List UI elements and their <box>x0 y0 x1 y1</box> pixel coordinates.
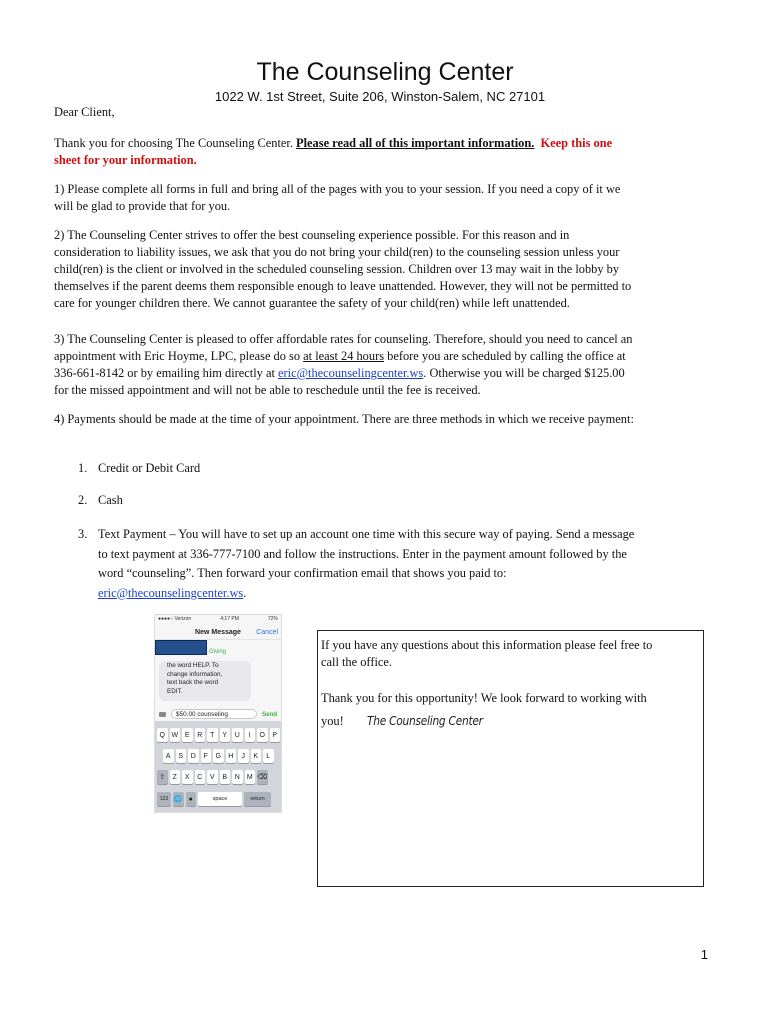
para3-line: for the missed appointment and will not be able to reschedule until the fee is received. <box>54 383 481 397</box>
notice-thanks: Thank you for this opportunity! We look forward to working with <box>321 691 647 705</box>
email-link[interactable]: eric@thecounselingcenter.ws <box>278 366 424 380</box>
para3-line: 3) The Counseling Center is pleased to offer affordable rates for counseling. Therefore, should you need to cancel an <box>54 332 633 346</box>
phone-nav-bar <box>155 625 281 640</box>
key: X <box>182 770 193 784</box>
backspace-icon: ⌫ <box>257 770 268 784</box>
list-number: 1. <box>78 461 88 475</box>
clock-label: 4:17 PM <box>220 616 239 622</box>
paragraph-children-policy <box>54 227 704 312</box>
message-line: the word HELP. To <box>167 662 219 669</box>
phone-screenshot <box>154 614 282 813</box>
signature: The Counseling Center <box>367 713 483 728</box>
space-key: space <box>198 792 242 806</box>
payment-method-text <box>98 525 718 603</box>
para3-text: before you are scheduled by calling the office at <box>384 349 626 363</box>
para1-line: will be glad to provide that for you. <box>54 199 231 213</box>
phone-status-bar <box>155 615 281 625</box>
para3-line <box>54 348 704 365</box>
message-line: text back the word <box>167 679 219 686</box>
send-button: Send <box>262 710 278 718</box>
message-bubble <box>159 661 251 701</box>
redacted-recipient <box>155 640 207 655</box>
key: U <box>232 728 243 742</box>
greeting: Dear Client, <box>54 105 115 119</box>
text-payment-line: to text payment at 336-777-7100 and follow the instructions. Enter in the payment amount followed by the <box>98 546 627 561</box>
text-payment-line: Text Payment – You will have to set up an account one time with this secure way of paying. Send a message <box>98 527 635 541</box>
email-link[interactable]: eric@thecounselingcenter.ws <box>98 585 244 600</box>
intro-paragraph <box>54 135 704 169</box>
key: D <box>188 749 199 763</box>
key: O <box>257 728 268 742</box>
key: K <box>251 749 262 763</box>
battery-label: 72% <box>267 616 278 622</box>
key: Q <box>157 728 168 742</box>
notice-text <box>321 637 699 671</box>
intro-text: Thank you for choosing The Counseling Center. <box>54 136 297 150</box>
intro-keep-line2: sheet for your information. <box>54 153 197 167</box>
key: I <box>245 728 256 742</box>
para2-line: consideration to liability issues, we ask that you do not bring your child(ren) to the counseling session unless your <box>54 245 620 259</box>
notice-closing <box>321 713 699 730</box>
keyboard-row-4 <box>157 792 271 806</box>
return-key: return <box>244 792 271 806</box>
keyboard-row-2 <box>163 749 274 763</box>
text-payment-line: word “counseling”. Then forward your confirmation email that shows you paid to: <box>98 566 507 580</box>
keyboard-row-1 <box>157 728 280 742</box>
key: Y <box>220 728 231 742</box>
paragraph-cancellation <box>54 331 704 399</box>
globe-icon: 🌐 <box>173 792 184 806</box>
intro-emphasis: Please read all of this important information. <box>296 136 535 150</box>
para1-line: 1) Please complete all forms in full and bring all of the pages with you to your session. If you need a copy of it we <box>54 182 621 196</box>
key: R <box>195 728 206 742</box>
para3-text: . Otherwise you will be charged $125.00 <box>423 366 625 380</box>
keyboard-row-3 <box>157 770 268 784</box>
text-payment-email-line <box>98 584 718 604</box>
paragraph-forms <box>54 181 704 215</box>
notice-you: you! <box>321 714 344 728</box>
paragraph-payments: 4) Payments should be made at the time of your appointment. There are three methods in which we receive payment: <box>54 412 634 426</box>
key: P <box>270 728 281 742</box>
giving-label: Giving <box>209 649 227 655</box>
intro-keep-line1: Keep this one <box>540 136 613 150</box>
notice-line: If you have any questions about this information please feel free to <box>321 638 653 652</box>
message-input: $50.00 counseling <box>171 709 257 719</box>
period: . <box>243 585 247 600</box>
notice-line: call the office. <box>321 655 392 669</box>
key: T <box>207 728 218 742</box>
para2-line: themselves if the parent deems them responsible enough to leave unattended. However, they will not be permitted to <box>54 279 632 293</box>
key: F <box>201 749 212 763</box>
list-number: 3. <box>78 527 88 541</box>
key: N <box>232 770 243 784</box>
para2-line: 2) The Counseling Center strives to offer the best counseling experience possible. For this reason and in <box>54 228 570 242</box>
list-number: 2. <box>78 493 88 507</box>
key: S <box>176 749 187 763</box>
notice-window: at least 24 hours <box>303 349 385 363</box>
key: W <box>170 728 181 742</box>
key: A <box>163 749 174 763</box>
numbers-key: 123 <box>157 792 171 806</box>
key: G <box>213 749 224 763</box>
cancel-button: Cancel <box>256 628 278 636</box>
key: B <box>220 770 231 784</box>
para2-line: care for younger children there. We cannot guarantee the safety of your child(ren) while left unattended. <box>54 296 570 310</box>
address: 1022 W. 1st Street, Suite 206, Winston-Salem, NC 27101 <box>214 89 546 104</box>
message-line: change information, <box>167 670 223 678</box>
page-title: The Counseling Center <box>256 58 514 86</box>
keyboard <box>155 721 281 813</box>
payment-method-cash: Cash <box>98 493 123 507</box>
message-compose-bar <box>155 708 281 720</box>
key: V <box>207 770 218 784</box>
key: E <box>182 728 193 742</box>
microphone-icon: ● <box>186 792 197 806</box>
key: L <box>263 749 274 763</box>
message-line: EDIT. <box>167 687 183 695</box>
key: J <box>238 749 249 763</box>
key: H <box>226 749 237 763</box>
para3-text: appointment with Eric Hoyme, LPC, please do so <box>54 349 304 363</box>
payment-method-card: Credit or Debit Card <box>98 461 201 475</box>
nav-title: New Message <box>195 628 241 636</box>
key: M <box>245 770 256 784</box>
para2-line: child(ren) is the client or involved in the scheduled counseling session. Children over 13 may wait in the lobby by <box>54 262 620 276</box>
page-number: 1 <box>700 947 708 962</box>
para3-text: 336-661-8142 or by emailing him directly at <box>54 366 279 380</box>
shift-icon: ⇧ <box>157 770 168 784</box>
key: Z <box>170 770 181 784</box>
carrier-label: ●●●●○ Verizon <box>158 616 192 622</box>
camera-icon <box>159 712 166 717</box>
key: C <box>195 770 206 784</box>
para3-line <box>54 365 704 382</box>
message-text <box>167 662 222 696</box>
